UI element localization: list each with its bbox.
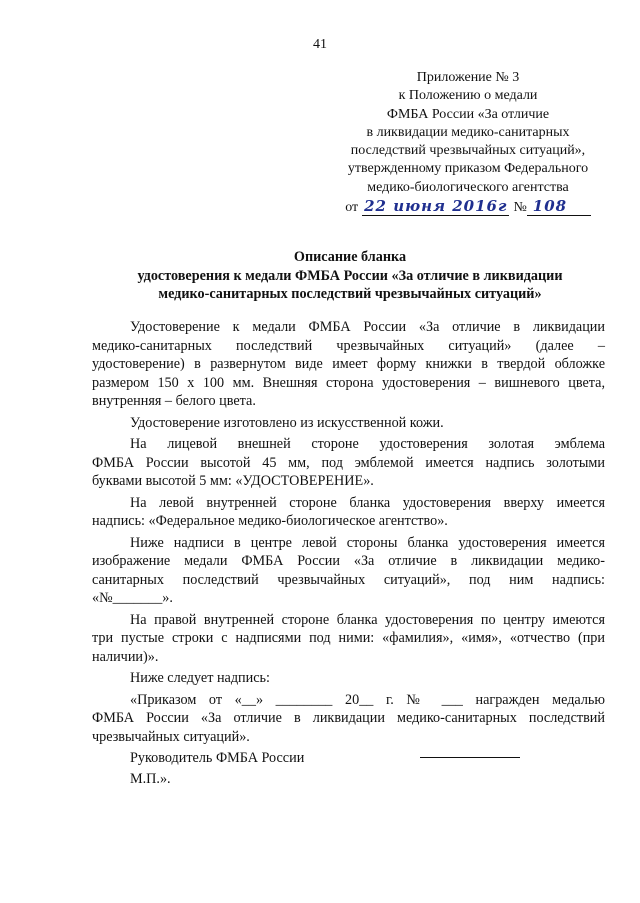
stamp-place: М.П.». — [130, 770, 171, 787]
text-line: На правой внутренней стороне бланка удостоверения по центру имеются — [130, 611, 605, 628]
text-line: Удостоверение изготовлено из искусственной кожи. — [130, 414, 444, 431]
signature-label: Руководитель ФМБА России — [130, 750, 305, 766]
text-line: изображение медали ФМБА России «За отличие в ликвидации медико- — [92, 553, 605, 569]
text-line: медико-санитарных последствий чрезвычайных ситуаций» (далее – — [92, 337, 605, 354]
paragraph-left-inner — [92, 494, 605, 531]
number-sign: № — [513, 200, 527, 216]
appendix-header — [318, 69, 618, 217]
appendix-line: последствий чрезвычайных ситуаций», — [350, 143, 586, 159]
paragraph-inscription-intro — [92, 669, 605, 688]
paragraph-medal-image — [92, 534, 605, 608]
text-line: На левой внутренней стороне бланка удостоверения вверху имеется — [130, 494, 605, 511]
text-line: удостоверение) в развернутом виде имеет форму книжки в твердой обложке — [92, 356, 605, 372]
title-line: удостоверения к медали ФМБА России «За отличие в ликвидации — [137, 267, 563, 284]
appendix-line: Приложение № 3 — [416, 70, 520, 85]
text-line: ФМБА России высотой 45 мм, под эмблемой имеется надпись золотыми — [92, 454, 605, 471]
document-body — [92, 318, 605, 788]
text-line: размером 150 х 100 мм. Внешняя сторона удостоверения – вишневого цвета, — [92, 374, 605, 391]
text-line: ФМБА России «За отличие в ликвидации медико-санитарных последствий — [92, 710, 605, 726]
text-line: Ниже следует надпись: — [130, 670, 270, 686]
text-line: три пустые строки с надписями под ними: «фамилия», «имя», «отчество (при — [92, 630, 605, 646]
text-line: наличии)». — [92, 648, 159, 665]
paragraph-description — [92, 318, 605, 411]
text-line: На лицевой внешней стороне удостоверения золотая эмблема — [130, 436, 605, 452]
handwritten-order-number: 108 — [527, 197, 591, 216]
paragraph-inscription — [92, 691, 605, 747]
text-line: «Приказом от «__» ________ 20__ г. № ___ награжден медалью — [130, 691, 605, 708]
page-number: 41 — [313, 37, 327, 52]
signature-row — [130, 749, 605, 768]
title-line: Описание бланка — [293, 249, 407, 265]
text-line: санитарных последствий чрезвычайных ситуаций», под ним надпись: — [92, 571, 605, 588]
handwritten-date: 22 июня 2016г — [364, 197, 508, 216]
title-line: медико-санитарных последствий чрезвычайных ситуаций» — [158, 286, 542, 302]
appendix-line: ФМБА России «За отличие — [386, 106, 550, 122]
order-date-line — [318, 197, 618, 217]
text-line: внутренняя – белого цвета. — [92, 393, 256, 409]
document-title — [60, 248, 640, 304]
text-line: надпись: «Федеральное медико-биологическое агентство». — [92, 513, 448, 529]
paragraph-material — [92, 414, 605, 433]
appendix-line: к Положению о медали — [398, 88, 538, 104]
signature-line — [420, 757, 520, 758]
text-line: буквами высотой 5 мм: «УДОСТОВЕРЕНИЕ». — [92, 473, 374, 489]
text-line: Удостоверение к медали ФМБА России «За отличие в ликвидации — [130, 319, 605, 335]
appendix-line: в ликвидации медико-санитарных — [366, 124, 570, 140]
text-line: Ниже надписи в центре левой стороны бланка удостоверения имеется — [130, 534, 605, 551]
appendix-line: утвержденному приказом Федерального — [347, 161, 589, 177]
paragraph-right-inner — [92, 611, 605, 667]
appendix-line: медико-биологического агентства — [367, 179, 569, 195]
text-line: «№_______». — [92, 590, 173, 606]
text-line: чрезвычайных ситуаций». — [92, 728, 250, 745]
date-prefix: от — [345, 200, 359, 216]
paragraph-front-side — [92, 435, 605, 491]
